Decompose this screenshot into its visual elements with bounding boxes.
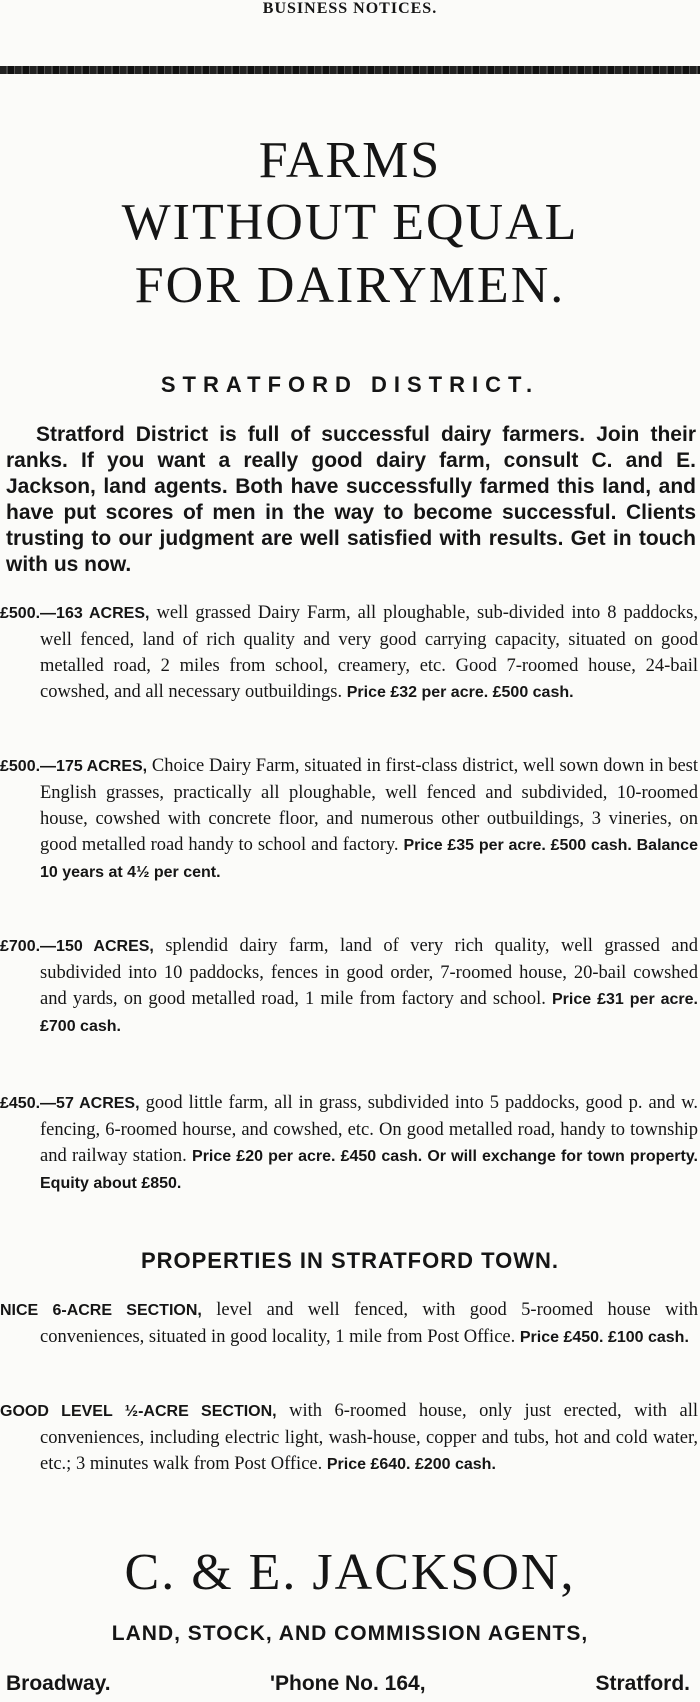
listing-text: well grassed Dairy Farm, all ploughable, sub-divided into 8 paddocks, well fenced, land of rich quality and very good carrying capacity, situated on good metalled road, 2 miles from school, creamery, etc. Good 7-roomed house, 24-bail cowshed, and all necessary outbuildings. [40,603,698,702]
listing-lead: NICE 6-ACRE SECTION, [0,1302,202,1319]
listing-price: Price £450. £100 cash. [519,1329,689,1346]
listing-price: Price £20 per acre. £450 cash. Or will exchange for town property. Equity about £850. [40,1148,698,1192]
listing-text: splendid dairy farm, land of very rich quality, well grassed and subdivided into 10 paddocks, fences in good order, 7-roomed house, 20-bail cowshed and yards, on good metalled road, 1 mile from factory and school. [40,936,698,1009]
listing-text: with 6-roomed house, only just erected, with all conveniences, including electric light, wash-house, copper and tubs, hot and cold water, etc.; 3 minutes walk from Post Office. [40,1401,698,1474]
listing-text: level and well fenced, with good 5-roomed house with conveniences, situated in good locality, 1 mile from Post Office. [40,1300,699,1347]
listing-lead: £500.—175 ACRES, [0,758,148,775]
listing-1 [0,600,698,706]
section-header: BUSINESS NOTICES. [262,0,438,17]
listing-price: Price £31 per acre. £700 cash. [40,991,699,1035]
header-rule [0,66,700,74]
listing-price: Price £35 per acre. £500 cash. Balance 10 years at 4½ per cent. [40,837,698,881]
company-name: C. & E. JACKSON, [124,1544,576,1601]
listing-text: Choice Dairy Farm, situated in first-class district, well sown down in best English grasses, practically all ploughable, well fenced and subdivided, 10-roomed house, cowshed with concrete floor, and numerous other outbuildings, 3 vineries, on good metalled road handy to school and factory. [40,756,698,855]
listing-2 [0,753,698,886]
listing-price: Price £32 per acre. £500 cash. [346,684,574,701]
town-properties-title: PROPERTIES IN STRATFORD TOWN. [140,1248,560,1273]
listing-3 [0,933,698,1040]
listing-price: Price £640. £200 cash. [326,1456,496,1473]
headline-line-1: FARMS [258,132,442,189]
listing-4 [0,1090,698,1197]
footer-street: Broadway. [6,1672,111,1695]
district-title: STRATFORD DISTRICT. [160,372,540,397]
listing-lead: GOOD LEVEL ½-ACRE SECTION, [0,1403,277,1420]
town-listing-1 [0,1297,698,1351]
headline-line-3: FOR DAIRYMEN. [134,257,566,314]
headline-line-2: WITHOUT EQUAL [121,194,579,251]
intro-paragraph: Stratford District is full of successful dairy farmers. Join their ranks. If you want a really good dairy farm, consult C. and E. Jackson, land agents. Both have successfully farmed this land, and have put scores of men in the way to become successful. Clients trusting to our judgment are well satisfied with results. Get in touch with us now. [6,423,696,576]
footer-town: Stratford. [595,1672,690,1695]
footer-phone: 'Phone No. 164, [270,1672,426,1695]
footer-address [0,1672,700,1700]
listing-lead: £700.—150 ACRES, [0,938,154,955]
listing-lead: £500.—163 ACRES, [0,605,150,622]
listing-lead: £450.—57 ACRES, [0,1095,140,1112]
listing-text: good little farm, all in grass, subdivided into 5 paddocks, good p. and w. fencing, 6-roomed hourse, and cowshed, etc. On good metalled road, handy to township and railway station. [40,1093,698,1166]
agents-line: LAND, STOCK, AND COMMISSION AGENTS, [111,1622,589,1645]
town-listing-2 [0,1398,698,1478]
